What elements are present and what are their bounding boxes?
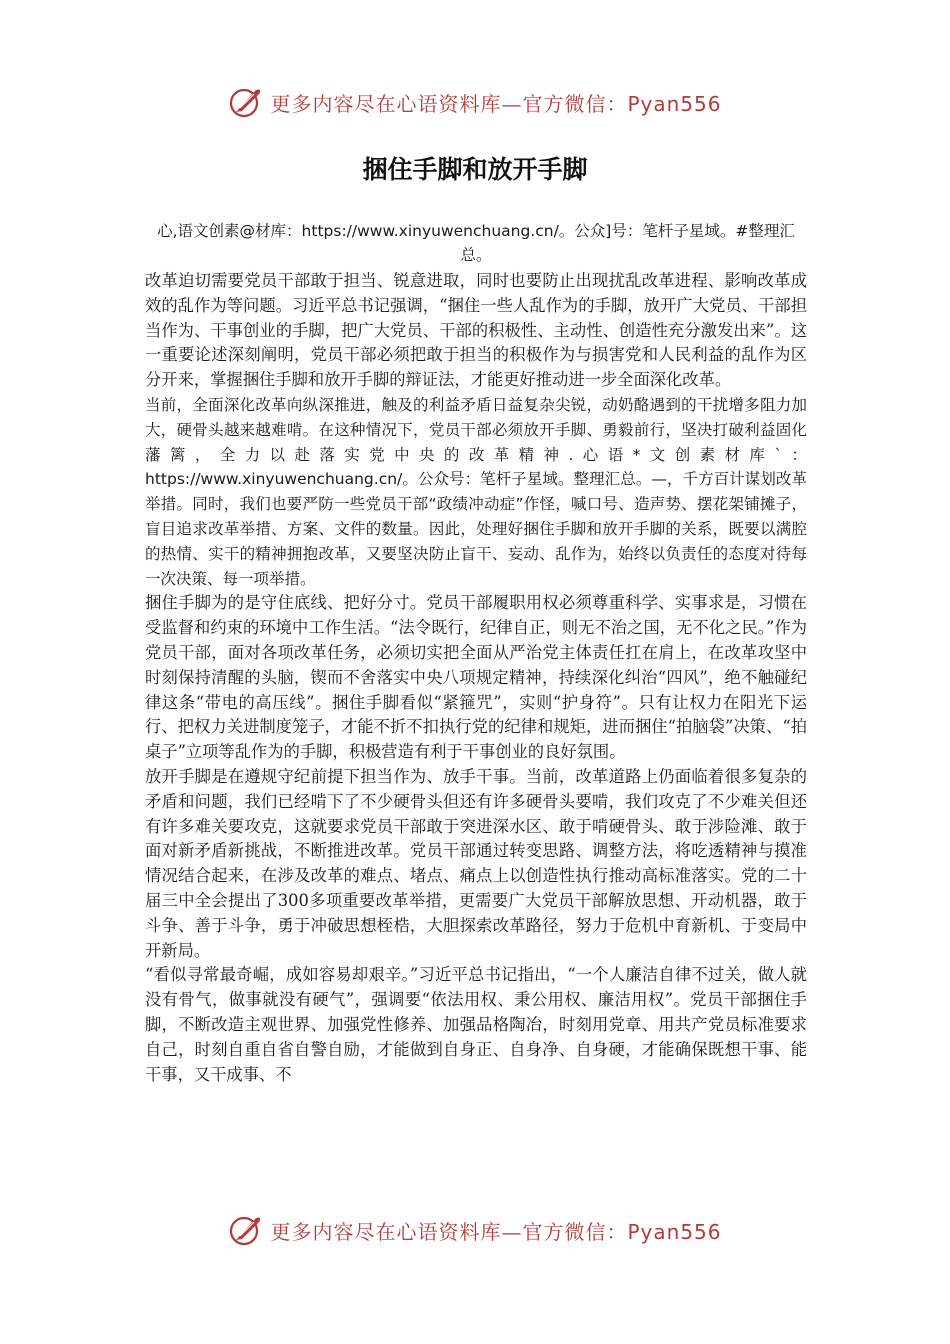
source-line: 心,语文创素@材库：https://www.xinyuwenchuang.cn/。公众]号：笔杆子星域。#整理汇总。 <box>157 222 795 264</box>
header-banner <box>0 80 950 124</box>
banner-text: 更多内容尽在心语资料库—官方微信：Pyan556 <box>270 1219 722 1244</box>
banner-text: 更多内容尽在心语资料库—官方微信：Pyan556 <box>270 91 722 116</box>
paragraph: 放开手脚是在遵规守纪前提下担当作为、放手干事。当前，改革道路上仍面临着很多复杂的矛盾和问题，我们已经啃下了不少硬骨头但还有许多硬骨头要啃，我们攻克了不少难关但还有许多难关要攻克，这就要求党员干部敢于突进深水区、敢于啃硬骨头、敢于涉险滩、敢于面对新矛盾新挑战，不断推进改革。党员干部通过转变思路、调整方法，将吃透精神与摸准情况结合起来，在涉及改革的难点、堵点、痛点上以创造性执行推动高标准落实。党的二十届三中全会提出了300多项重要改革举措，更需要广大党员干部解放思想、开动机器，敢于斗争、善于斗争，勇于冲破思想桎梏，大胆探索改革路径，努力于危机中育新机、于变局中开新局。 <box>145 766 807 960</box>
document-title: 捆住手脚和放开手脚 <box>362 155 588 184</box>
paragraph: 当前，全面深化改革向纵深推进，触及的利益矛盾日益复杂尖锐，动奶酪遇到的干扰增多阻力加大，硬骨头越来越难啃。在这种情况下，党员干部必须放开手脚、勇毅前行，坚决打破利益固化藩篱，全力以赴落实党中央的改革精神.心语*文创素材库`：https://www.xinyuwenchuang.cn/。公众号：笔杆子星域。整理汇总。—，千方百计谋划改革举措。同时，我们也要严防一些党员干部“政绩冲动症”作怪，喊口号、造声势、摆花架铺摊子，盲目追求改革举措、方案、文件的数量。因此，处理好捆住手脚和放开手脚的关系，既要以满腔的热情、实干的精神拥抱改革，又要坚决防止盲干、妄动、乱作为，始终以负责任的态度对待每一次决策、每一项举措。 <box>145 395 807 588</box>
quill-pen-circle-icon <box>228 84 264 120</box>
paragraph: 改革迫切需要党员干部敢于担当、锐意进取，同时也要防止出现扰乱改革进程、影响改革成效的乱作为等问题。习近平总书记强调，“捆住一些人乱作为的手脚，放开广大党员、干部担当作为、干事创业的手脚，把广大党员、干部的积极性、主动性、创造性充分激发出来”。这一重要论述深刻阐明，党员干部必须把敢于担当的积极作为与损害党和人民利益的乱作为区分开来，掌握捆住手脚和放开手脚的辩证法，才能更好推动进一步全面深化改革。 <box>145 271 807 390</box>
document-body <box>145 219 807 1087</box>
paragraph: “看似寻常最奇崛，成如容易却艰辛。”习近平总书记指出，“一个人廉洁自律不过关，做人就没有骨气，做事就没有硬气”，强调要“依法用权、秉公用权、廉洁用权”。党员干部捆住手脚，不断改造主观世界、加强党性修养、加强品格陶冶，时刻用党章、用共产党员标准要求自己，时刻自重自省自警自励，才能做到自身正、自身净、自身硬，才能确保既想干事、能干事，又干成事、不 <box>145 965 807 1084</box>
quill-pen-circle-icon <box>228 1212 264 1248</box>
footer-banner <box>0 1208 950 1252</box>
wechat-id: Pyan556 <box>627 91 722 116</box>
paragraph: 捆住手脚为的是守住底线、把好分寸。党员干部履职用权必须尊重科学、实事求是，习惯在受监督和约束的环境中工作生活。“法令既行，纪律自正，则无不治之国，无不化之民。”作为党员干部，面对各项改革任务，必须切实把全面从严治党主体责任扛在肩上，在改革攻坚中时刻保持清醒的头脑，锲而不舍落实中央八项规定精神，持续深化纠治“四风”，绝不触碰纪律这条“带电的高压线”。捆住手脚看似“紧箍咒”，实则“护身符”。只有让权力在阳光下运行、把权力关进制度笼子，才能不折不扣执行党的纪律和规矩，进而捆住“拍脑袋”决策、“拍桌子”立项等乱作为的手脚，积极营造有利于干事创业的良好氛围。 <box>145 593 807 762</box>
wechat-id: Pyan556 <box>627 1219 722 1244</box>
